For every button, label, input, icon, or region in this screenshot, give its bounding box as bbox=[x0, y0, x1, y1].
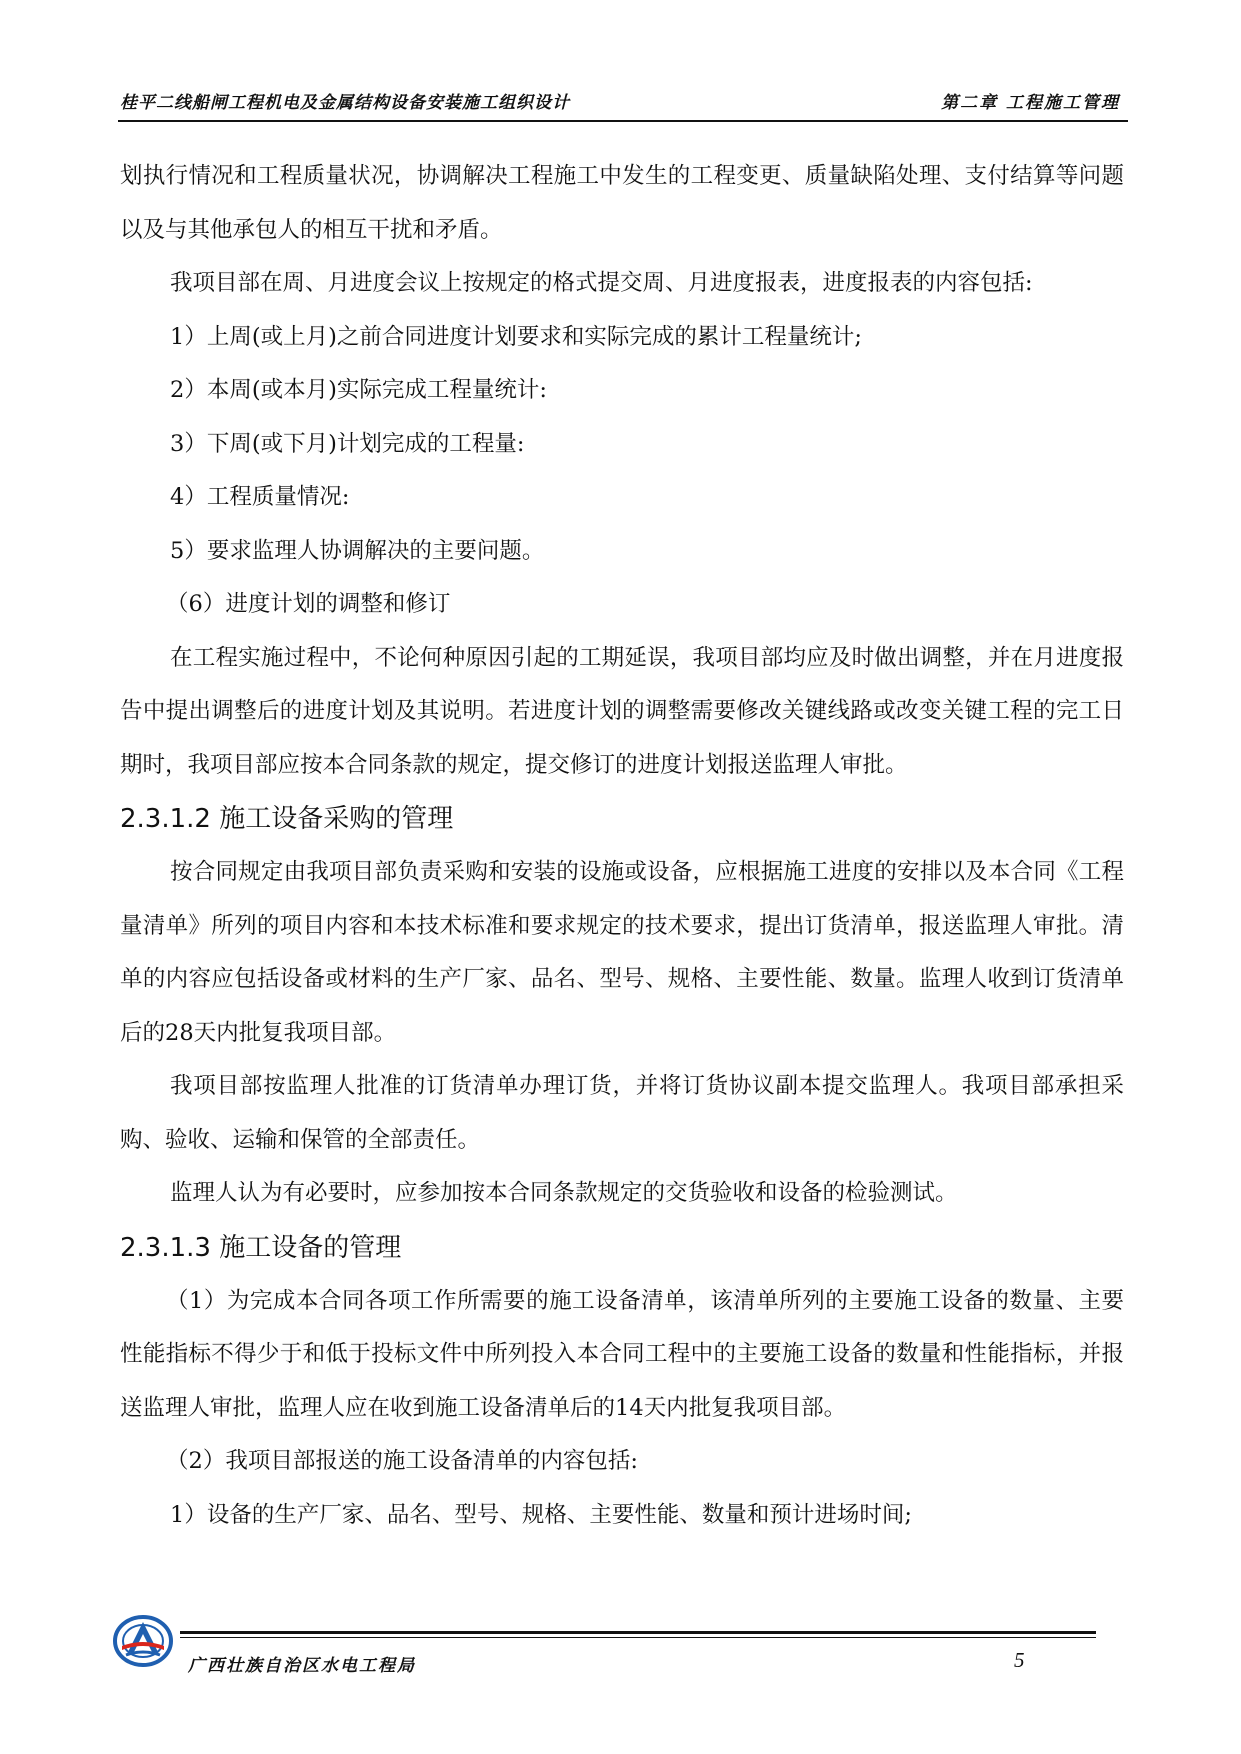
sub-heading: （6）进度计划的调整和修订 bbox=[166, 591, 451, 617]
section-heading: 2.3.1.2 施工设备采购的管理 bbox=[120, 804, 454, 834]
paragraph: （2）我项目部报送的施工设备清单的内容包括: bbox=[166, 1448, 638, 1474]
page-number: 5 bbox=[1014, 1648, 1025, 1672]
paragraph: 按合同规定由我项目部负责采购和安装的设施或设备，应根据施工进度的安排以及本合同《工程量清单》所列的项目内容和本技术标准和要求规定的技术要求，提出订货清单，报送监理人审批。清单的内容应包括设备或材料的生产厂家、品名、型号、规格、主要性能、数量。监理人收到订货清单后的28天内批复我项目部。 bbox=[120, 859, 1124, 1046]
list-item: 2）本周(或本月)实际完成工程量统计: bbox=[170, 377, 547, 403]
section-heading: 2.3.1.3 施工设备的管理 bbox=[120, 1232, 402, 1263]
list-item: 4）工程质量情况: bbox=[170, 484, 350, 510]
page-body bbox=[120, 150, 1124, 1542]
paragraph: 在工程实施过程中，不论何种原因引起的工期延误，我项目部均应及时做出调整，并在月进度报告中提出调整后的进度计划及其说明。若进度计划的调整需要修改关键线路或改变关键工程的完工日期时，我项目部应按本合同条款的规定，提交修订的进度计划报送监理人审批。 bbox=[120, 644, 1124, 778]
header-divider bbox=[118, 120, 1128, 122]
paragraph: 监理人认为有必要时，应参加按本合同条款规定的交货验收和设备的检验测试。 bbox=[170, 1180, 958, 1206]
page-header bbox=[118, 86, 1124, 116]
company-logo-icon bbox=[112, 1608, 174, 1670]
paragraph: 划执行情况和工程质量状况，协调解决工程施工中发生的工程变更、质量缺陷处理、支付结算等问题以及与其他承包人的相互干扰和矛盾。 bbox=[120, 163, 1124, 243]
paragraph: 我项目部按监理人批准的订货清单办理订货，并将订货协议副本提交监理人。我项目部承担采购、验收、运输和保管的全部责任。 bbox=[120, 1073, 1124, 1153]
organization-name: 广西壮族自治区水电工程局 bbox=[188, 1656, 416, 1676]
footer-divider-thin bbox=[180, 1637, 1096, 1638]
list-item: 1）设备的生产厂家、品名、型号、规格、主要性能、数量和预计进场时间; bbox=[170, 1501, 912, 1528]
footer-divider bbox=[180, 1631, 1096, 1634]
paragraph: 我项目部在周、月进度会议上按规定的格式提交周、月进度报表，进度报表的内容包括: bbox=[170, 270, 1033, 296]
list-item: 5）要求监理人协调解决的主要问题。 bbox=[170, 537, 545, 564]
list-item: 3）下周(或下月)计划完成的工程量: bbox=[170, 430, 525, 457]
paragraph: （1）为完成本合同各项工作所需要的施工设备清单，该清单所列的主要施工设备的数量、主要性能指标不得少于和低于投标文件中所列投入本合同工程中的主要施工设备的数量和性能指标，并报送监理人审批，监理人应在收到施工设备清单后的14天内批复我项目部。 bbox=[120, 1287, 1124, 1421]
chapter-title: 第二章 工程施工管理 bbox=[941, 93, 1120, 113]
document-title: 桂平二线船闸工程机电及金属结构设备安装施工组织设计 bbox=[120, 93, 570, 113]
list-item: 1）上周(或上月)之前合同进度计划要求和实际完成的累计工程量统计; bbox=[170, 323, 862, 350]
